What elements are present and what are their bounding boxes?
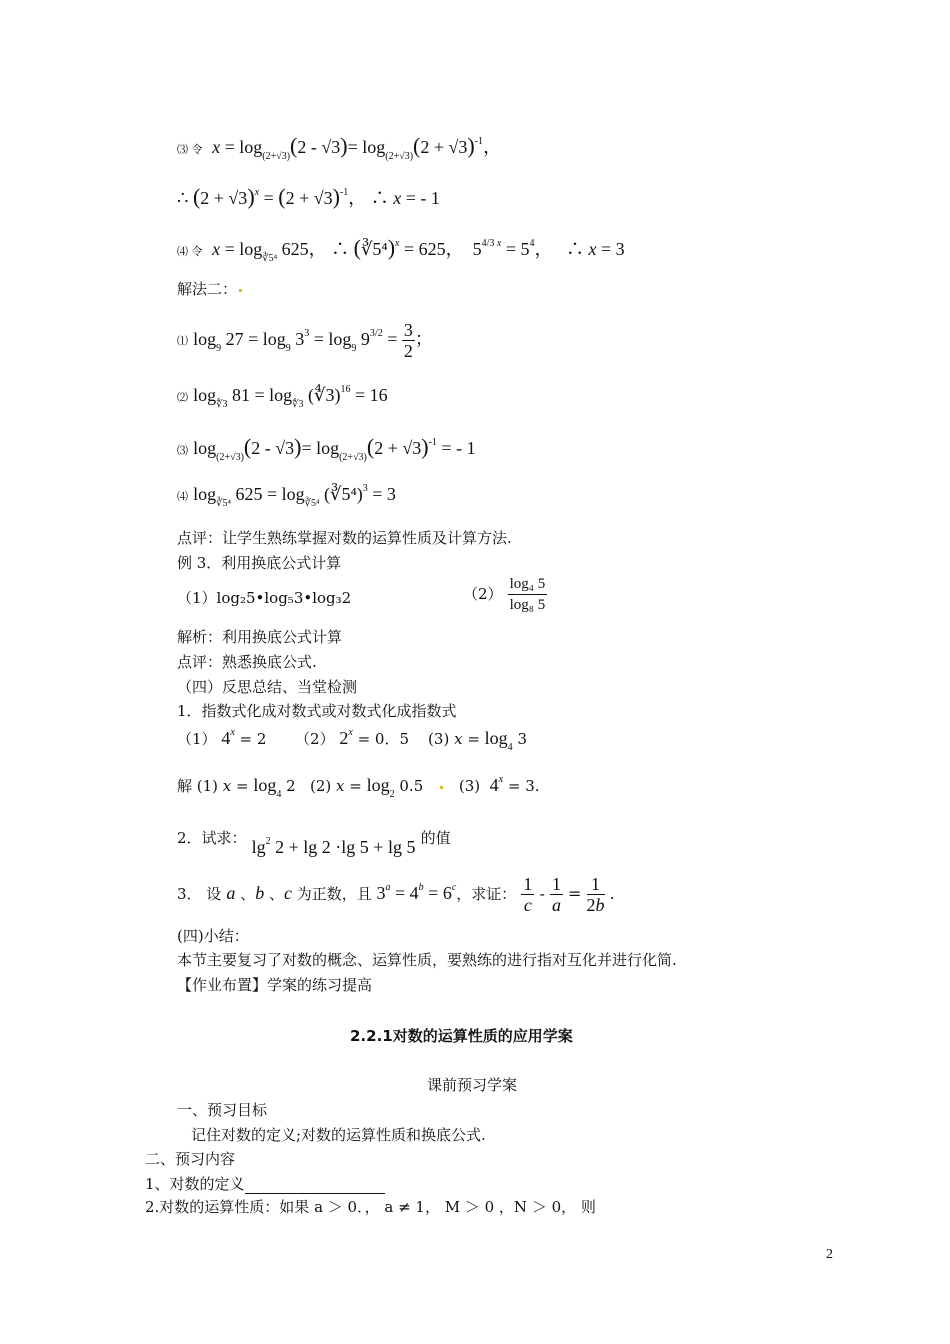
- method2-heading: 解法二：: [177, 278, 244, 299]
- method2-item1: ⑴ $\log_9 27 = \log_9 3^3 = \log_9 9^{3/2}$ = $\frac{3}{2}$ ；: [177, 320, 433, 361]
- method2-item3: ⑶ $\log_{(2+√3)}(2 - √3)= \log_{(2+√3)}(2 + √3)^{-1}$ = - 1: [177, 434, 476, 463]
- step3-label: ⑶ 令: [177, 143, 203, 156]
- question-3: 3． 设 a 、b 、c 为正数，且 $3^a = 4^b = 6^c$，求证： $\frac{1}{c}$ - $\frac{1}{a}$ = $\frac{1}{2b}$ .: [177, 874, 615, 915]
- content-item-1: 1、对数的定义: [145, 1173, 385, 1194]
- preview-title: 课前预习学案: [427, 1076, 518, 1094]
- analysis-line: 解析：利用换底公式计算: [177, 628, 343, 646]
- step3-result-math: ∴ $(2 + √3)^x = (2 + √3)^{-1}$， ∴ x = - 1: [177, 184, 440, 209]
- content-item-2: 2.对数的运算性质：如果 a ＞ 0．， a ≠ 1， M ＞ 0 ，N ＞ 0， 则: [145, 1198, 596, 1216]
- section-4-heading: （四）反思总结、当堂检测: [177, 678, 358, 696]
- step4-math: $x = \log_{∛5^4} 625$， ∴ (∛5⁴)$^x$ = 625， $5^{4/3 x} = 5^4$， ∴ x = 3: [212, 235, 625, 264]
- example-3-q2: （2） $\frac{\text{log₄ 5}}{\text{log₈ 5}}$: [463, 576, 546, 613]
- question-1-items: （1） $4^x = 2$ （2） $2^x = 0$．5 (3) $x = \log_4 3$: [177, 727, 527, 753]
- content-heading: 二、预习内容: [145, 1150, 236, 1168]
- step3-result: [177, 184, 440, 210]
- question-2: 2．试求： $\lg^2 2 + \lg 2 \cdot\lg$ 5 + lg 5 的值: [177, 829, 451, 857]
- example-3-heading: 例 3．利用换底公式计算: [177, 554, 342, 572]
- example-3-q2-fraction: $\frac{\text{log₄ 5}}{\text{log₈ 5}}$: [509, 576, 546, 613]
- fill-blank[interactable]: [245, 1179, 385, 1194]
- step4-line: [177, 235, 625, 264]
- step4-label: ⑷ 令: [177, 245, 203, 258]
- summary-heading: (四)小结：: [177, 927, 249, 945]
- method2-item2: ⑵ $\log_{∜3} 81 = \log_{∜3}$ (∜3)$^{16}$ = 16: [177, 384, 388, 410]
- method2-item4: ⑷ $\log_{∛5^4} 625 = \log_{∛5^4}$ (∛5⁴)$^3$ = 3: [177, 483, 396, 509]
- step3-line: [177, 133, 501, 162]
- comment-1: 点评：让学生熟练掌握对数的运算性质及计算方法.: [177, 529, 512, 547]
- comment-2: 点评：熟悉换底公式.: [177, 653, 317, 671]
- question-1: 1．指数式化成对数式或对数式化成指数式: [177, 702, 457, 720]
- goal-heading: 一、预习目标: [177, 1101, 268, 1119]
- question-1-answer: 解 (1) $x = \log_4 2$ (2) $x = \log_2 0.5$ (3) $4^x = 3$.: [177, 774, 540, 800]
- homework-line: 【作业布置】学案的练习提高: [177, 976, 373, 994]
- example-3-q1: （1）log₂5•log₅3•log₃2: [177, 589, 352, 607]
- summary-text: 本节主要复习了对数的概念、运算性质，要熟练的进行指对互化并进行化简.: [177, 951, 677, 969]
- step3-math: $x = \log_{(2+√3)}(2 - √3)= \log_{(2+√3)}(2 + √3)^{-1}$，: [212, 133, 502, 162]
- lesson-title: 2.2.1对数的运算性质的应用学案: [350, 1027, 573, 1045]
- goal-text: 记住对数的定义;对数的运算性质和换底公式.: [191, 1126, 486, 1144]
- page-number: 2: [826, 1247, 833, 1262]
